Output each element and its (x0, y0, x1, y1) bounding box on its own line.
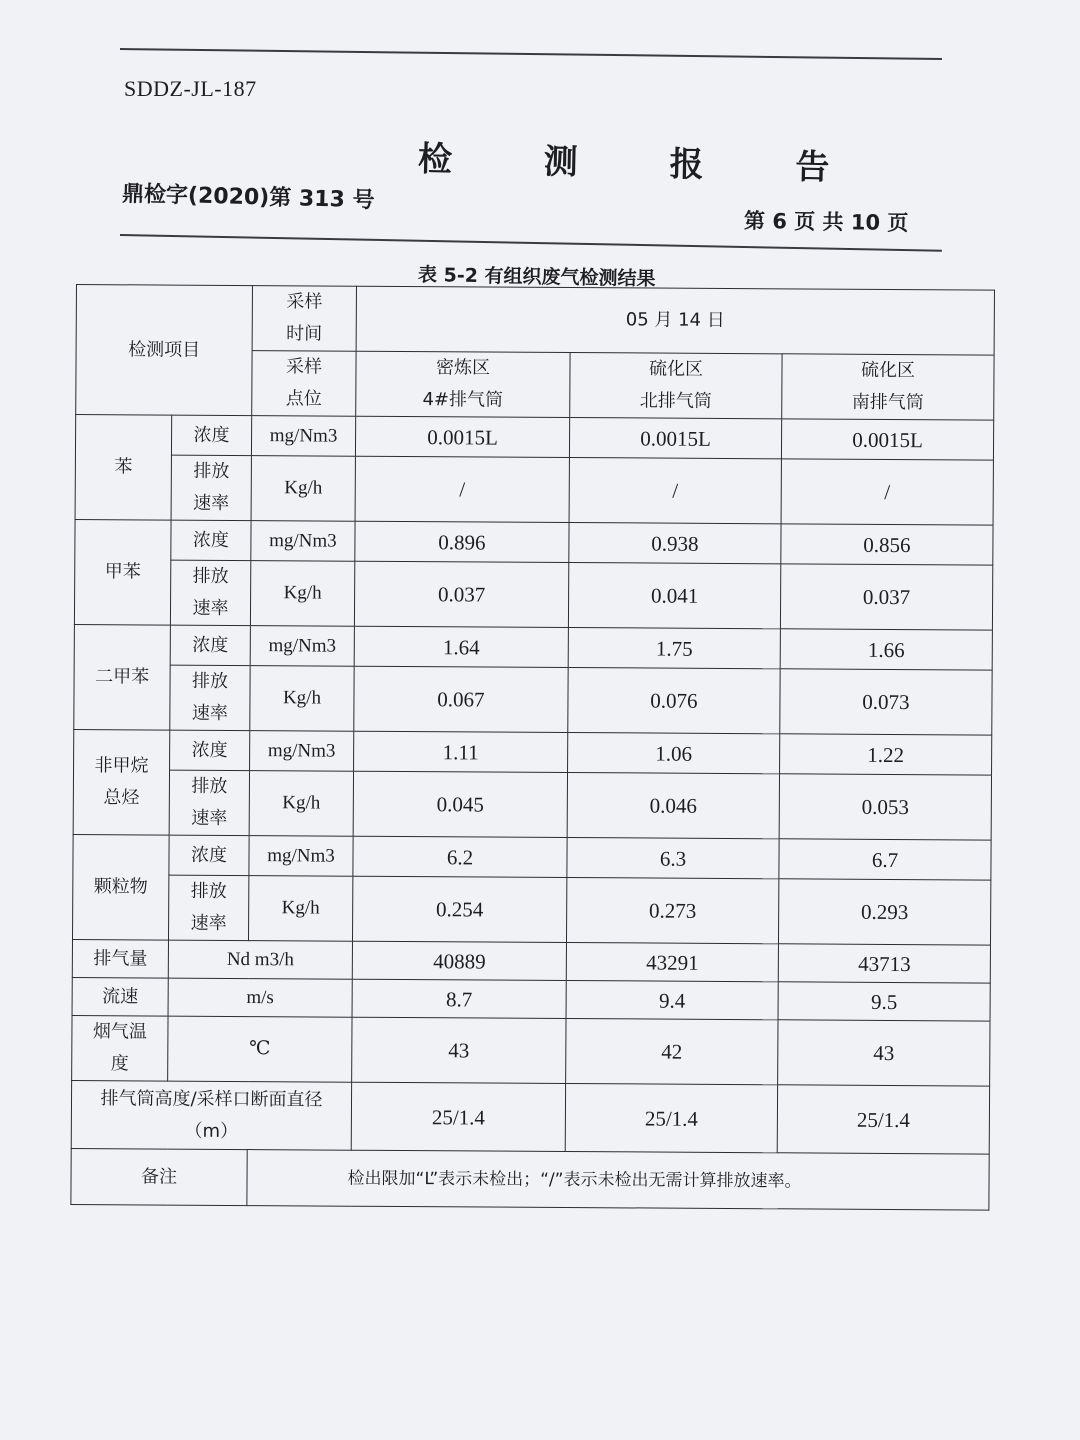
conc-value: 1.11 (354, 731, 568, 772)
conc-label: 浓度 (171, 520, 251, 560)
rate-unit: Kg/h (249, 771, 353, 837)
rate-value: 0.037 (780, 564, 992, 630)
pollutant-conc-row (75, 415, 993, 461)
rate-unit: Kg/h (251, 456, 355, 522)
sample-time-label: 采样 时间 (252, 286, 356, 352)
rate-unit: Kg/h (250, 666, 354, 732)
rate-value: 0.076 (568, 668, 780, 734)
rate-value: 0.293 (778, 879, 990, 945)
temperature-value: 43 (352, 1017, 566, 1083)
velocity-value: 8.7 (352, 979, 566, 1018)
conc-unit: mg/Nm3 (251, 521, 355, 562)
conc-value: 6.7 (779, 839, 991, 880)
pollutant-rows (72, 415, 993, 946)
stack-dimension-label: 排气筒高度/采样口断面直径 （m） (71, 1080, 351, 1150)
point-header: 硫化区 北排气筒 (570, 353, 782, 419)
rate-value: / (355, 456, 569, 522)
rate-value: 0.254 (352, 876, 566, 942)
rate-value: 0.045 (353, 771, 567, 837)
temperature-label: 烟气温 度 (72, 1015, 168, 1081)
conc-value: 1.66 (780, 629, 992, 670)
rate-unit: Kg/h (250, 561, 354, 627)
exhaust-unit: Nd m3/h (168, 940, 352, 979)
remark-label: 备注 (71, 1148, 247, 1205)
page-number: 第 6 页 共 10 页 (743, 208, 909, 236)
conc-value: 1.22 (780, 734, 992, 775)
stack-dimension-value: 25/1.4 (565, 1084, 777, 1153)
conc-unit: mg/Nm3 (251, 416, 355, 457)
velocity-value: 9.5 (778, 982, 990, 1021)
conc-value: 0.0015L (355, 416, 569, 457)
rate-value: / (781, 459, 993, 525)
conc-value: 0.938 (569, 523, 781, 564)
pollutant-conc-row (74, 624, 992, 670)
pollutant-name: 二甲苯 (74, 624, 171, 730)
pollutant-name: 甲苯 (74, 519, 171, 625)
pollutant-conc-row (73, 834, 991, 880)
temperature-unit: ℃ (168, 1016, 352, 1082)
conc-value: 6.2 (353, 836, 567, 877)
conc-value: 6.3 (567, 838, 779, 879)
rate-label: 排放 速率 (171, 455, 251, 520)
conc-value: 1.06 (568, 733, 780, 774)
stack-dimension-value: 25/1.4 (777, 1085, 989, 1154)
point-header: 密炼区 4#排气筒 (356, 351, 570, 417)
pollutant-rate-row (74, 559, 992, 630)
conc-value: 1.75 (568, 628, 780, 669)
rate-label: 排放 速率 (168, 875, 248, 940)
exhaust-value: 43291 (566, 943, 778, 982)
top-rule (120, 8, 942, 60)
point-header: 硫化区 南排气筒 (782, 354, 994, 420)
rate-value: 0.041 (568, 563, 780, 629)
document-code: SDDZ-JL-187 (124, 76, 257, 101)
pollutant-name: 非甲烷 总烃 (73, 729, 170, 835)
pollutant-rate-row (75, 454, 993, 525)
rate-value: / (569, 458, 781, 524)
project-label-cell: 检测项目 (76, 285, 253, 416)
sample-point-label: 采样 点位 (252, 351, 356, 417)
exhaust-value: 40889 (352, 941, 566, 980)
conc-unit: mg/Nm3 (249, 836, 353, 877)
rate-label: 排放 速率 (170, 560, 250, 625)
table-caption: 表 5-2 有组织废气检测结果 (417, 263, 656, 291)
report-title: 检 测 报 告 (417, 139, 870, 189)
exhaust-value: 43713 (778, 944, 990, 983)
rate-label: 排放 速率 (170, 665, 250, 730)
results-table (70, 284, 995, 1211)
rate-value: 0.037 (354, 561, 568, 627)
conc-value: 1.64 (354, 626, 568, 667)
velocity-unit: m/s (168, 978, 352, 1017)
velocity-label: 流速 (72, 977, 168, 1016)
pollutant-name: 苯 (75, 415, 172, 521)
rate-value: 0.067 (354, 666, 568, 732)
conc-value: 0.0015L (781, 419, 993, 460)
pollutant-conc-row (74, 729, 992, 775)
conc-unit: mg/Nm3 (250, 731, 354, 772)
conc-label: 浓度 (171, 415, 251, 455)
reference-number: 鼎检字(2020)第 313 号 (121, 181, 375, 214)
rate-value: 0.053 (779, 774, 991, 840)
conc-value: 0.896 (355, 521, 569, 562)
temperature-value: 42 (566, 1019, 778, 1085)
pollutant-name: 颗粒物 (72, 834, 169, 940)
rate-value: 0.073 (780, 669, 992, 735)
conc-value: 0.0015L (569, 418, 781, 459)
remark-text: 检出限加“L”表示未检出；“/”表示未检出无需计算排放速率。 (247, 1150, 989, 1211)
pollutant-conc-row (75, 519, 993, 565)
temperature-value: 43 (778, 1020, 990, 1086)
sample-date: 05 月 14 日 (356, 286, 994, 355)
pollutant-rate-row (74, 664, 992, 735)
exhaust-label: 排气量 (72, 939, 168, 978)
conc-label: 浓度 (169, 835, 249, 875)
conc-label: 浓度 (170, 730, 250, 770)
conc-label: 浓度 (170, 625, 250, 665)
conc-value: 0.856 (781, 524, 993, 565)
results-table-wrapper (70, 284, 994, 1211)
pollutant-rate-row (72, 874, 990, 945)
rate-value: 0.273 (566, 878, 778, 944)
rate-value: 0.046 (567, 773, 779, 839)
conc-unit: mg/Nm3 (250, 626, 354, 667)
rate-label: 排放 速率 (169, 770, 249, 835)
pollutant-rate-row (73, 769, 991, 840)
rate-unit: Kg/h (248, 876, 352, 942)
velocity-value: 9.4 (566, 981, 778, 1020)
stack-dimension-value: 25/1.4 (351, 1082, 565, 1151)
